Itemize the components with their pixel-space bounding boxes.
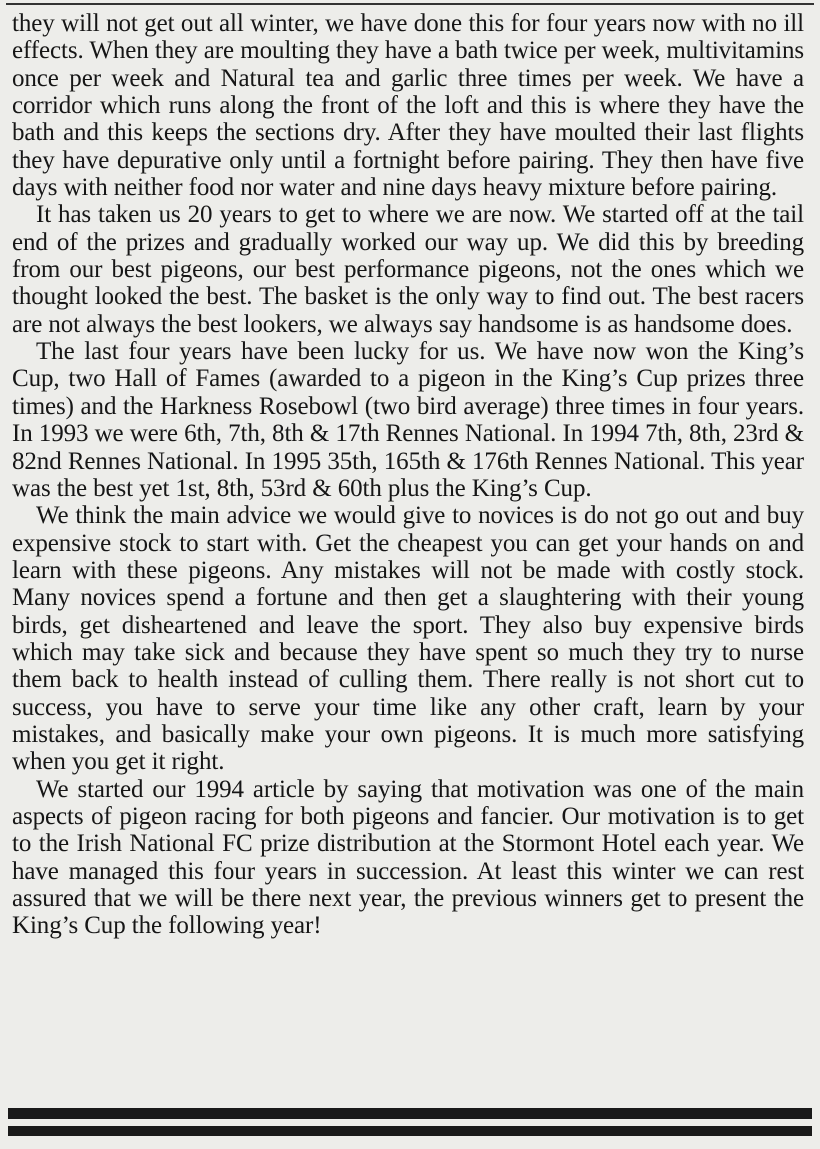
end-of-article-rules bbox=[8, 1108, 812, 1143]
paragraph: We started our 1994 article by saying that motivation was one of the main aspects of pigeon racing for both pigeons and fancier. Our motivation is to get to the Irish National FC prize distribution at the Stormont Hotel each year. We have managed this four years in succession. At least this winter we can rest assured that we will be there next year, the previous winners get to present the King’s Cup the following year! bbox=[12, 775, 804, 940]
paragraph: We think the main advice we would give to novices is do not go out and buy expensive stock to start with. Get the cheapest you can get your hands on and learn with these pigeons. Any mistakes will not be made with costly stock. Many novices spend a fortune and then get a slaughtering with their young birds, get disheartened and leave the sport. They also buy expensive birds which may take sick and because they have spent so much they try to nurse them back to health instead of culling them. There really is not short cut to success, you have to serve your time like any other craft, learn by your mistakes, and basically make your own pigeons. It is much more satisfying when you get it right. bbox=[12, 502, 804, 776]
paragraph: they will not get out all winter, we have done this for four years now with no ill effects. When they are moulting they have a bath twice per week, multivitamins once per week and Natural tea and garlic three times per week. We have a corridor which runs along the front of the loft and this is where they have the bath and this keeps the sections dry. After they have moulted their last flights they have depurative only until a fortnight before pairing. They then have five days with neither food nor water and nine days heavy mixture before pairing. bbox=[12, 10, 804, 202]
article-body bbox=[12, 10, 804, 940]
paragraph: It has taken us 20 years to get to where we are now. We started off at the tail end of the prizes and gradually worked our way up. We did this by breeding from our best pigeons, our best performance pigeons, not the ones which we thought looked the best. The basket is the only way to find out. The best racers are not always the best lookers, we always say handsome is as handsome does. bbox=[12, 201, 804, 338]
divider-rule bbox=[8, 1126, 812, 1136]
top-rule bbox=[6, 3, 814, 5]
paragraph: The last four years have been lucky for us. We have now won the King’s Cup, two Hall of Fames (awarded to a pigeon in the King’s Cup prizes three times) and the Harkness Rosebowl (two bird average) three times in four years. In 1993 we were 6th, 7th, 8th & 17th Rennes National. In 1994 7th, 8th, 23rd & 82nd Rennes National. In 1995 35th, 165th & 176th Rennes National. This year was the best yet 1st, 8th, 53rd & 60th plus the King’s Cup. bbox=[12, 338, 804, 502]
divider-rule bbox=[8, 1108, 812, 1119]
